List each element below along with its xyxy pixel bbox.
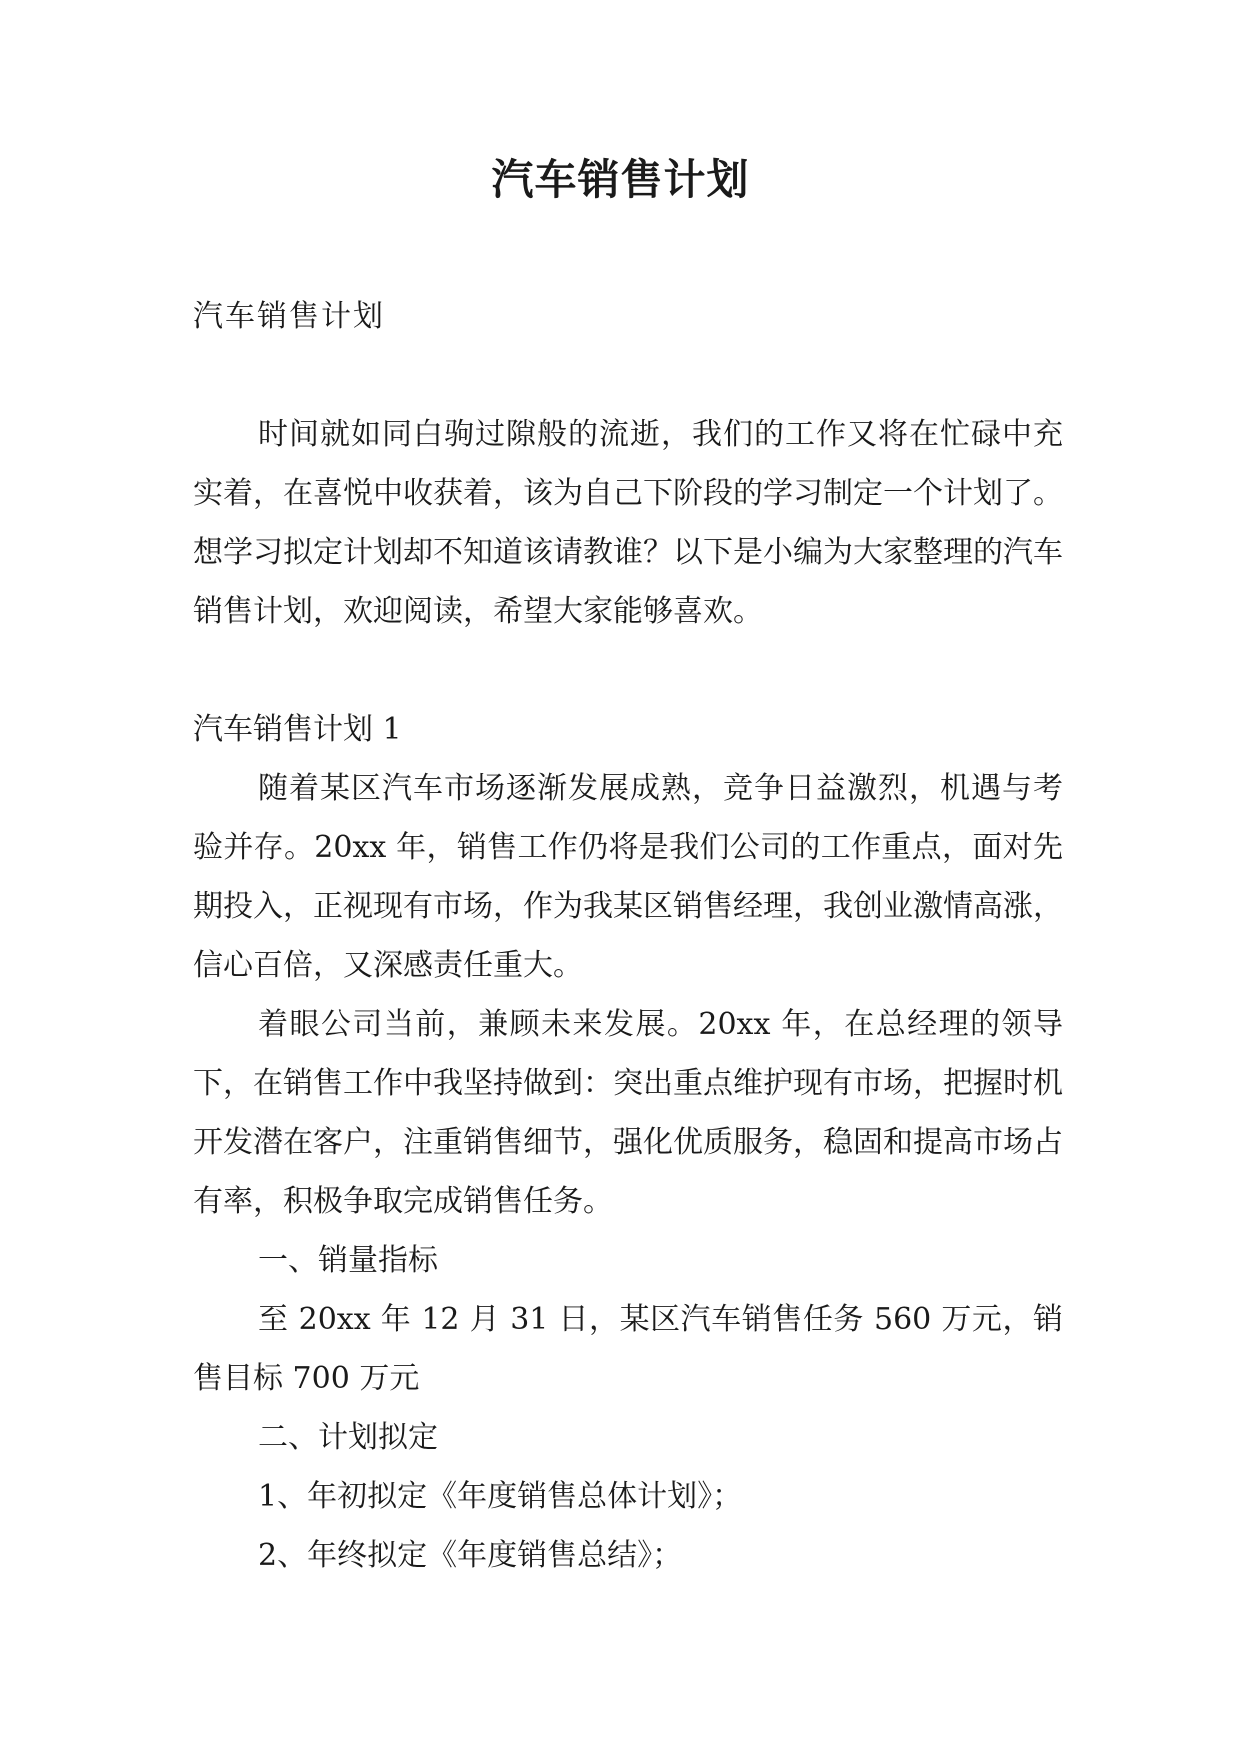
plan-list-item: 1、年初拟定《年度销售总体计划》； [258,1479,743,1514]
section-heading: 汽车销售计划 1 [193,712,402,747]
document-title: 汽车销售计划 [491,155,750,204]
document-subtitle: 汽车销售计划 [193,299,385,334]
document-body [193,287,1063,1585]
body-paragraph: 着眼公司当前，兼顾未来发展。20xx 年，在总经理的领导下，在销售工作中我坚持做到：突出重点维护现有市场，把握时机开发潜在客户，注重销售细节，强化优质服务，稳固和提高市场占有率，积极争取完成销售任务。 [193,1007,1063,1219]
intro-paragraph: 时间就如同白驹过隙般的流逝，我们的工作又将在忙碌中充实着，在喜悦中收获着，该为自己下阶段的学习制定一个计划了。想学习拟定计划却不知道该请教谁？以下是小编为大家整理的汽车销售计划，欢迎阅读，希望大家能够喜欢。 [193,417,1063,629]
body-paragraph: 随着某区汽车市场逐渐发展成熟，竞争日益激烈，机遇与考验并存。20xx 年，销售工作仍将是我们公司的工作重点，面对先期投入，正视现有市场，作为我某区销售经理，我创业激情高涨，信心百倍，又深感责任重大。 [193,771,1063,983]
item-heading: 二、计划拟定 [258,1420,438,1455]
sales-target-paragraph: 至 20xx 年 12 月 31 日，某区汽车销售任务 560 万元，销售目标 700 万元 [193,1302,1063,1396]
item-heading: 一、销量指标 [258,1243,438,1278]
plan-list-item: 2、年终拟定《年度销售总结》； [258,1538,683,1573]
